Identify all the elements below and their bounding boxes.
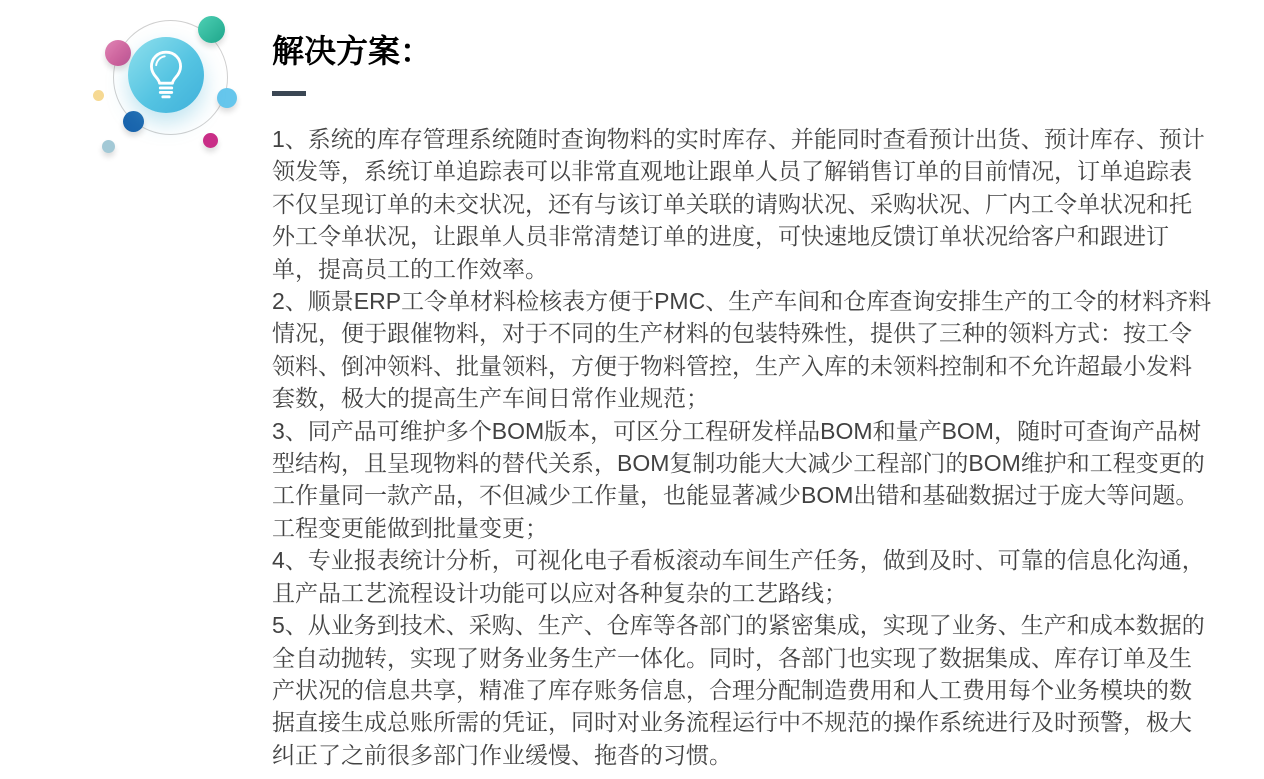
solution-paragraph-1: 1、系统的库存管理系统随时查询物料的实时库存、并能同时查看预计出货、预计库存、预计领发等，系统订单追踪表可以非常直观地让跟单人员了解销售订单的目前情况，订单追踪表不仅呈现订单的未交状况，还有与该订单关联的请购状况、采购状况、厂内工令单状况和托外工令单状况，让跟单人员非常清楚订单的进度，可快速地反馈订单状况给客户和跟进订单，提高员工的工作效率。	[272, 126, 1205, 282]
teal-dot	[198, 16, 225, 43]
solution-paragraph-3: 3、同产品可维护多个BOM版本，可区分工程研发样品BOM和量产BOM，随时可查询产品树型结构，且呈现物料的替代关系，BOM复制功能大大减少工程部门的BOM维护和工程变更的工作量同一款产品，不但减少工作量，也能显著减少BOM出错和基础数据过于庞大等问题。工程变更能做到批量变更；	[272, 417, 1205, 541]
gray-blue-dot	[102, 140, 115, 153]
solution-paragraph-2: 2、顺景ERP工令单材料检核表方便于PMC、生产车间和仓库查询安排生产的工令的材料齐料情况，便于跟催物料，对于不同的生产材料的包装特殊性，提供了三种的领料方式：按工令领料、倒冲领料、批量领料，方便于物料管控，生产入库的未领料控制和不允许超最小发料套数，极大的提高生产车间日常作业规范；	[272, 288, 1212, 412]
page-title: 解决方案：	[272, 33, 433, 69]
solution-icon-cluster	[95, 10, 245, 160]
solution-paragraph-4: 4、专业报表统计分析，可视化电子看板滚动车间生产任务，做到及时、可靠的信息化沟通，且产品工艺流程设计功能可以应对各种复杂的工艺路线；	[272, 547, 1205, 606]
lightbulb-icon	[147, 49, 185, 101]
yellow-dot	[93, 90, 104, 101]
light-blue-dot	[217, 88, 237, 108]
dark-blue-dot	[123, 111, 144, 132]
title-underline	[272, 91, 306, 96]
solution-text-block	[272, 123, 1212, 771]
solution-paragraph-5: 5、从业务到技术、采购、生产、仓库等各部门的紧密集成，实现了业务、生产和成本数据的全自动抛转，实现了财务业务生产一体化。同时，各部门也实现了数据集成、库存订单及生产状况的信息共享，精准了库存账务信息，合理分配制造费用和人工费用每个业务模块的数据直接生成总账所需的凭证，同时对业务流程运行中不规范的操作系统进行及时预警，极大纠正了之前很多部门作业缓慢、拖沓的习惯。	[272, 612, 1205, 768]
pink-dot	[105, 40, 131, 66]
solution-section	[272, 0, 1212, 771]
magenta-dot	[203, 133, 218, 148]
lightbulb-badge	[128, 37, 204, 113]
